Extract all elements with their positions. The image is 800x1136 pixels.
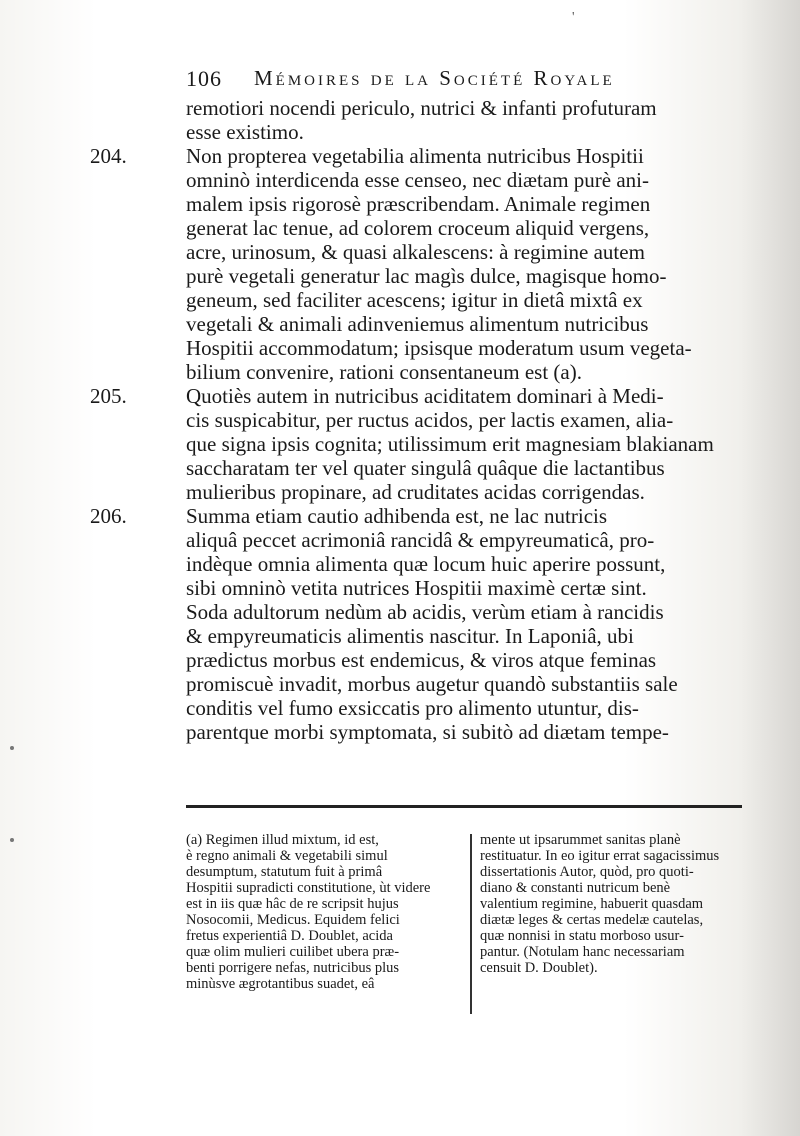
footnote-line: quæ nonnisi in statu morboso usur-: [480, 928, 684, 944]
ink-speck: [10, 838, 14, 842]
page-number: 106: [186, 66, 222, 91]
footnote-line: censuit D. Doublet).: [480, 960, 598, 976]
footnote-line: benti porrigere nefas, nutricibus plus: [186, 960, 400, 976]
text-line: & empyreumaticis alimentis nascitur. In Laponiâ, ubi: [186, 624, 634, 648]
footnote-line: mente ut ipsarummet sanitas planè: [480, 832, 681, 848]
page-mark: ': [572, 10, 575, 25]
footnote-line: fretus experientiâ D. Doublet, acida: [186, 928, 393, 944]
text-line: bilium convenire, rationi consentaneum est (a).: [186, 360, 582, 384]
paragraph: [90, 144, 742, 384]
footnote-line: dissertationis Autor, quòd, pro quoti-: [480, 864, 694, 880]
footnote-rule: [186, 805, 742, 808]
text-line: conditis vel fumo exsiccatis pro alimento utuntur, dis-: [186, 696, 639, 720]
text-line: mulieribus propinare, ad cruditates acidas corrigendas.: [186, 480, 645, 504]
footnote-line: pantur. (Notulam hanc necessariam: [480, 944, 685, 960]
text-line: purè vegetali generatur lac magìs dulce, magisque homo-: [186, 264, 667, 288]
footnote-line: desumptum, statutum fuit à primâ: [186, 864, 383, 880]
text-line: vegetali & animali adinveniemus alimentum nutricibus: [186, 312, 649, 336]
footnote-line: diætæ leges & certas medelæ cautelas,: [480, 912, 704, 928]
text-line: geneum, sed faciliter acescens; igitur in dietâ mixtâ ex: [186, 288, 643, 312]
body-text: [90, 96, 742, 744]
text-line: Quotiès autem in nutricibus aciditatem dominari à Medi-: [186, 384, 664, 408]
text-line: Non propterea vegetabilia alimenta nutricibus Hospitii: [186, 144, 644, 168]
paragraph: [90, 384, 742, 504]
text-line: Hospitii accommodatum; ipsisque moderatum usum vegeta-: [186, 336, 692, 360]
text-line: parentque morbi symptomata, si subitò ad diætam tempe-: [186, 720, 669, 744]
paragraph: [90, 504, 742, 744]
running-title: Mémoires de la Société Royale: [254, 66, 615, 90]
paragraph: [186, 96, 742, 144]
text-line: remotiori nocendi periculo, nutrici & infanti profuturam: [186, 96, 657, 120]
text-line: esse existimo.: [186, 120, 304, 144]
footnote-column-right: [480, 832, 752, 976]
text-line: prædictus morbus est endemicus, & viros atque feminas: [186, 648, 657, 672]
text-line: sibi omninò vetita nutrices Hospitii maximè certæ sint.: [186, 576, 647, 600]
footnote-line: minùsve ægrotantibus suadet, eâ: [186, 976, 375, 992]
footnote-line: (a) Regimen illud mixtum, id est,: [186, 832, 379, 848]
text-line: generat lac tenue, ad colorem croceum aliquid vergens,: [186, 216, 650, 240]
text-line: que signa ipsis cognita; utilissimum erit magnesiam blakianam: [186, 432, 714, 456]
ink-speck: [10, 746, 14, 750]
footnote-line: quæ olim mulieri cuilibet ubera præ-: [186, 944, 400, 960]
text-line: indèque omnia alimenta quæ locum huic aperire possunt,: [186, 552, 666, 576]
footnote-line: restituatur. In eo igitur errat sagacissimus: [480, 848, 720, 864]
text-line: Summa etiam cautio adhibenda est, ne lac nutricis: [186, 504, 608, 528]
footnote-line: è regno animali & vegetabili simul: [186, 848, 388, 864]
footnote-line: est in iis quæ hâc de re scripsit hujus: [186, 896, 399, 912]
text-line: malem ipsis rigorosè præscribendam. Animale regimen: [186, 192, 651, 216]
paragraph-number: 205.: [90, 384, 127, 408]
text-line: saccharatam ter vel quater singulâ quâque die lactantibus: [186, 456, 665, 480]
footnote-line: Nosocomii, Medicus. Equidem felici: [186, 912, 400, 928]
text-line: Soda adultorum nedùm ab acidis, verùm etiam à rancidis: [186, 600, 664, 624]
text-line: aliquâ peccet acrimoniâ rancidâ & empyreumaticâ, pro-: [186, 528, 655, 552]
footnote-column-divider: [470, 834, 472, 1014]
footnote-line: valentium regimine, habuerit quasdam: [480, 896, 704, 912]
text-line: omninò interdicenda esse censeo, nec diætam purè ani-: [186, 168, 650, 192]
text-line: acre, urinosum, & quasi alkalescens: à regimine autem: [186, 240, 645, 264]
paragraph-number: 204.: [90, 144, 127, 168]
footnote-column-left: [186, 832, 466, 992]
footnote-line: diano & constanti nutricum benè: [480, 880, 671, 896]
text-line: promiscuè invadit, morbus augetur quandò substantiis sale: [186, 672, 678, 696]
footnote-line: Hospitii supradicti constitutione, ùt videre: [186, 880, 431, 896]
text-line: cis suspicabitur, per ructus acidos, per lactis examen, alia-: [186, 408, 674, 432]
paragraph-number: 206.: [90, 504, 127, 528]
